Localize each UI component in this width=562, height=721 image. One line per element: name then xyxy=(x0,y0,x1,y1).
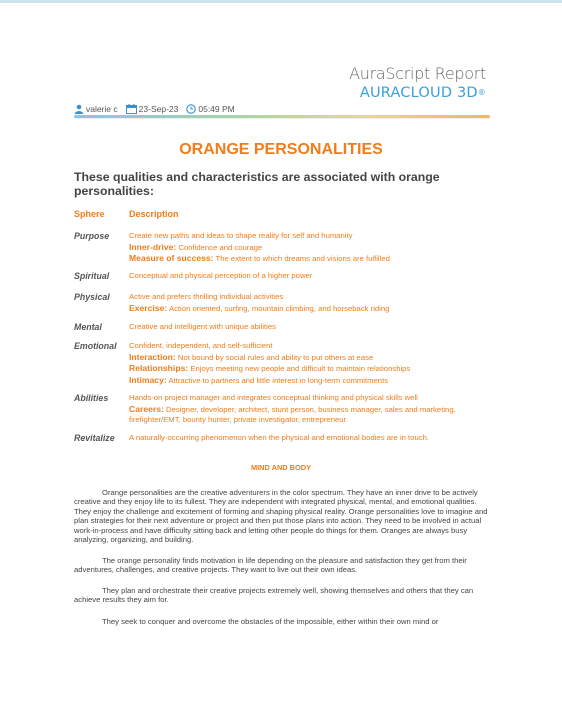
description-text: Confident, independent, and self-sufficient xyxy=(129,341,273,350)
product-name xyxy=(349,84,486,102)
report-meta xyxy=(74,104,243,114)
description-line xyxy=(129,393,499,404)
description-line xyxy=(129,363,499,375)
body-paragraph: They plan and orchestrate their creative projects extremely well, showing themselves and others that they can achieve results they aim for. xyxy=(74,586,474,605)
description-text: A naturally-occurring phenomenon when the physical and emotional bodies are in touch. xyxy=(129,433,429,442)
row-sphere: Mental xyxy=(74,322,102,332)
calendar-icon xyxy=(126,104,137,114)
header-divider-shadow xyxy=(74,118,490,119)
description-text: Designer, developer, architect, stunt person, business manager, sales and marketing, firefighter/EMT, bounty hunter, private investigator, entrepreneur xyxy=(129,404,456,424)
body-paragraph: They seek to conquer and overcome the obstacles of the impossible, either within their own mind or xyxy=(102,617,439,626)
description-line xyxy=(129,404,499,426)
description-line xyxy=(129,242,499,254)
description-label: Intimacy: xyxy=(129,374,167,385)
meta-time xyxy=(186,104,234,114)
description-label: Relationships: xyxy=(129,363,189,373)
top-border xyxy=(0,0,562,3)
report-date: 23-Sep-23 xyxy=(138,104,179,114)
description-label: Measure of success: xyxy=(129,253,214,263)
user-name: valerie c xyxy=(86,104,118,114)
description-line xyxy=(129,231,499,242)
description-text: Creative and intelligent with unique abilities xyxy=(129,322,277,331)
report-name: AuraScript Report xyxy=(349,64,486,83)
description-line xyxy=(129,352,499,364)
brand-header xyxy=(349,64,486,102)
meta-date xyxy=(126,104,179,114)
user-icon xyxy=(74,104,84,114)
row-sphere: Spiritual xyxy=(74,271,110,281)
description-text: Conceptual and physical perception of a higher power xyxy=(129,271,313,280)
row-sphere: Abilities xyxy=(74,393,109,403)
row-description xyxy=(129,231,499,265)
page-subtitle: These qualities and characteristics are associated with orange personalities: xyxy=(74,170,440,198)
description-line xyxy=(129,375,499,387)
row-description xyxy=(129,322,499,333)
description-text: Confidence and courage xyxy=(176,242,263,252)
description-text: The extent to which dreams and visions are fulfilled xyxy=(213,254,390,263)
row-sphere: Physical xyxy=(74,292,110,302)
description-line xyxy=(129,292,499,303)
description-line xyxy=(129,341,499,352)
description-label: Inner-drive: xyxy=(129,241,177,252)
row-sphere: Purpose xyxy=(74,231,110,241)
description-text: Enjoys meeting new people and difficult to maintain relationships xyxy=(188,364,411,373)
row-description xyxy=(129,393,499,426)
registered-mark: ® xyxy=(477,88,486,97)
description-line xyxy=(129,253,499,265)
description-line xyxy=(129,303,499,315)
description-label: Exercise: xyxy=(129,302,168,313)
body-paragraph: Orange personalities are the creative adventurers in the color spectrum. They have an inner drive to be actively creative and they enjoy life to its fullest. They are independent with integrated physical, mental, and emotional qualities. They enjoy the challenge and excitement of forming and shaping physical reality. Orange personalities love to imagine and plan strategies for their next adventure or project and then put those plans into action. They need to be involved in actual work-in-process and have difficulty sitting back and letting other people do things for them. Oranges are always busy analyzing, organizing, and building. xyxy=(74,488,488,545)
report-time: 05:49 PM xyxy=(198,104,235,114)
description-label: Interaction: xyxy=(129,351,176,362)
description-text: Create new paths and ideas to shape reality for self and humanity xyxy=(129,231,353,240)
description-text: Hands-on project manager and integrates conceptual thinking and physical skills well xyxy=(129,393,418,402)
column-header-description: Description xyxy=(129,209,179,219)
column-header-sphere: Sphere xyxy=(74,209,105,219)
row-sphere: Revitalize xyxy=(74,433,115,443)
row-description xyxy=(129,292,499,314)
description-line xyxy=(129,322,499,333)
description-text: Not bound by social rules and ability to put others at ease xyxy=(175,352,374,362)
description-text: Attractive to partners and little interest in long-term commitments xyxy=(166,375,389,385)
section-heading: MIND AND BODY xyxy=(250,463,312,472)
meta-user xyxy=(74,104,118,114)
description-label: Careers: xyxy=(129,403,164,414)
description-text: Action oriented, surfing, mountain climbing, and horseback riding xyxy=(167,303,390,313)
clock-icon xyxy=(186,104,196,114)
row-description xyxy=(129,341,499,386)
description-line xyxy=(129,271,499,282)
body-paragraph: The orange personality finds motivation in life depending on the pleasure and satisfaction they get from their adventures, challenges, and creative projects. They want to live out their own ideas. xyxy=(74,556,467,575)
page-title: ORANGE PERSONALITIES xyxy=(179,141,383,158)
row-description xyxy=(129,271,499,282)
row-sphere: Emotional xyxy=(74,341,117,351)
description-line xyxy=(129,433,499,444)
description-text: Active and prefers thrilling individual activities xyxy=(129,292,284,301)
row-description xyxy=(129,433,499,444)
product-name-text: AURACLOUD 3D xyxy=(359,85,478,101)
